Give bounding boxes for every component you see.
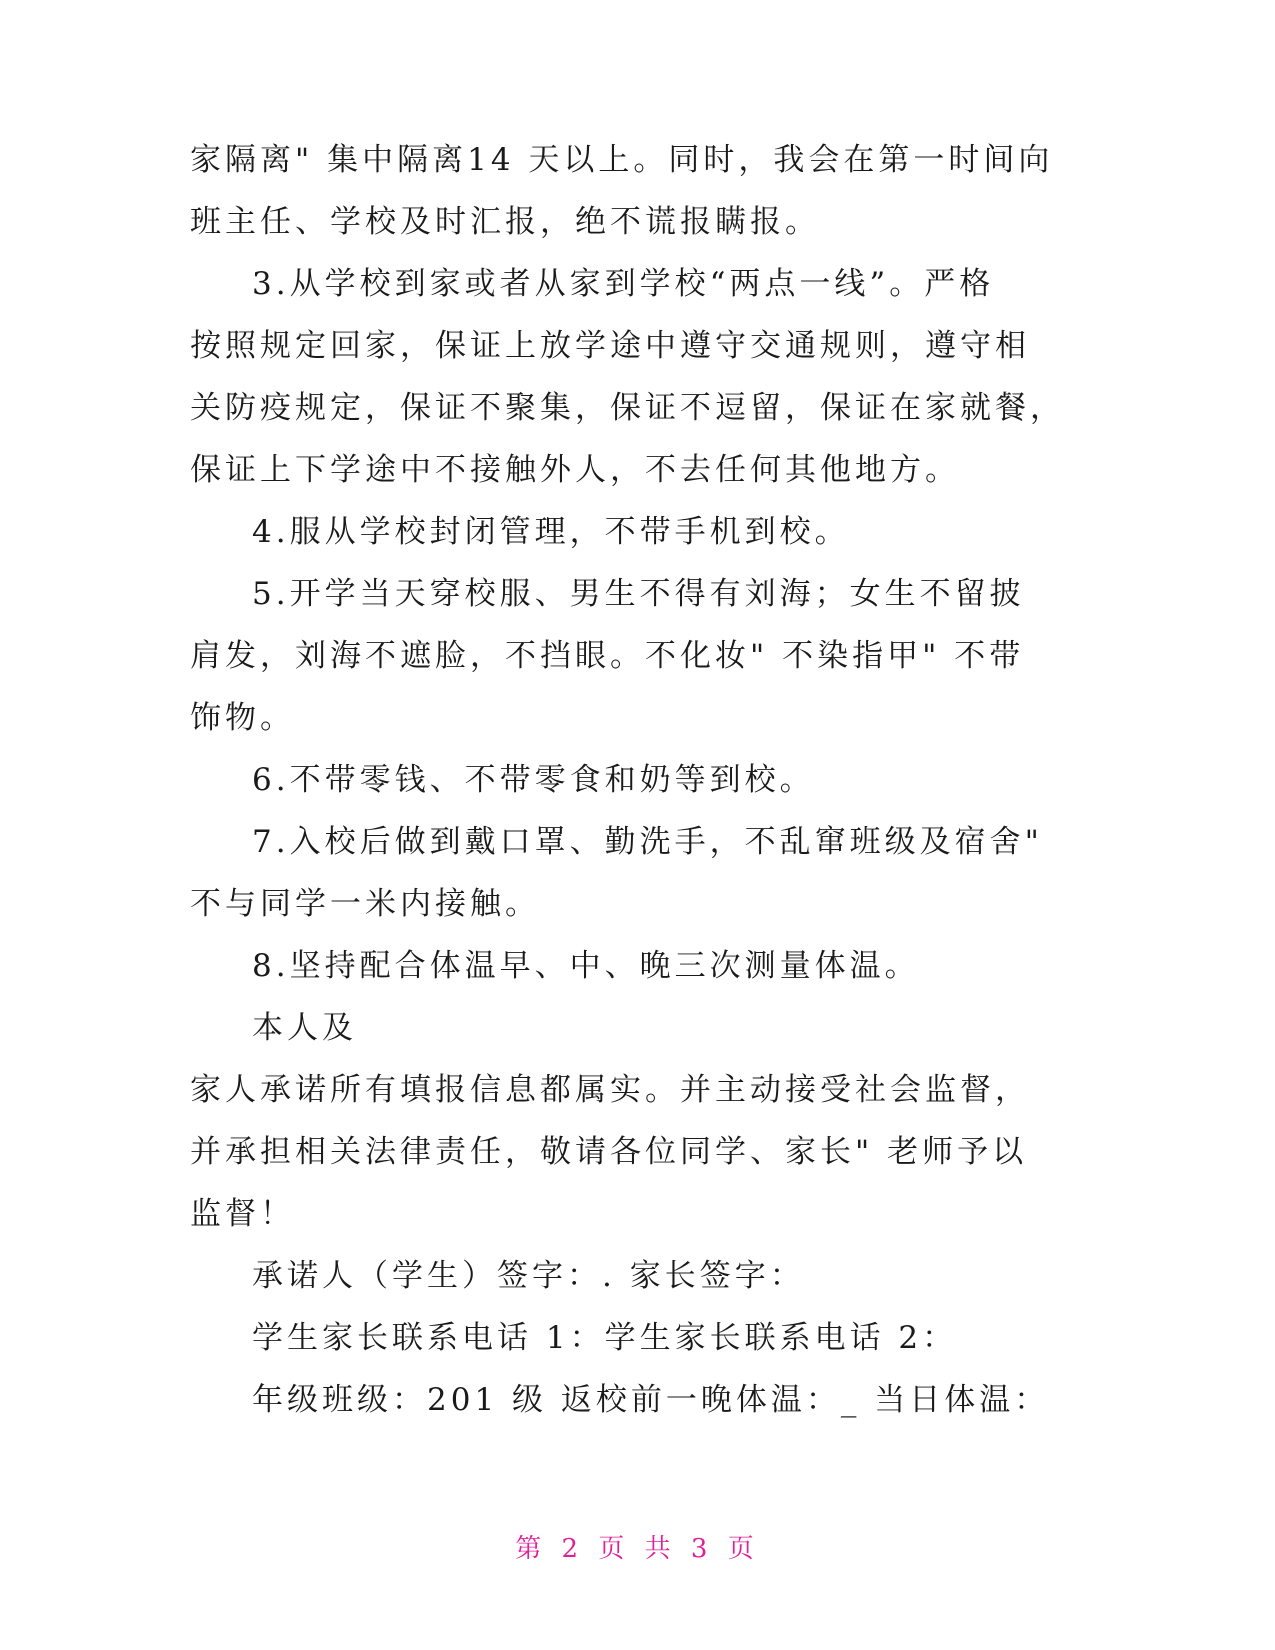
list-item-4: 4.服从学校封闭管理，不带手机到校。 [252,514,850,550]
pledge-text: 监督！ [190,1196,295,1232]
text-line: 不与同学一米内接触。 [190,886,540,922]
text-line: 关防疫规定，保证不聚集，保证不逗留，保证在家就餐， [190,390,1065,426]
list-item-7: 7.入校后做到戴口罩、勤洗手，不乱窜班级及宿舍" [252,824,1043,860]
list-item-8: 8.坚持配合体温早、中、晚三次测量体温。 [252,948,920,984]
text-line: 肩发，刘海不遮脸，不挡眼。不化妆" 不染指甲" 不带 [190,638,1025,674]
signature-line: 承诺人（学生）签字：. 家长签字： [252,1258,805,1294]
page-number: 第 2 页 共 3 页 [515,1534,760,1564]
text-line: 保证上下学途中不接触外人，不去任何其他地方。 [190,452,960,488]
class-temperature-line: 年级班级：201 级 返校前一晚体温：_ 当日体温： [252,1382,1050,1418]
list-item-3: 3.从学校到家或者从家到学校“两点一线”。严格 [252,266,995,302]
text-line: 饰物。 [190,700,295,736]
text-line: 按照规定回家，保证上放学途中遵守交通规则，遵守相 [190,328,1030,364]
pledge-text: 并承担相关法律责任，敬请各位同学、家长" 老师予以 [190,1134,1028,1170]
list-item-6: 6.不带零钱、不带零食和奶等到校。 [252,762,815,798]
list-item-5: 5.开学当天穿校服、男生不得有刘海；女生不留披 [252,576,1025,612]
phone-line: 学生家长联系电话 1：学生家长联系电话 2： [252,1320,958,1356]
pledge-text: 家人承诺所有填报信息都属实。并主动接受社会监督， [190,1072,1030,1108]
pledge-intro: 本人及 [252,1010,357,1046]
text-line: 家隔离" 集中隔离14 天以上。同时，我会在第一时间向 [190,142,1054,178]
text-line: 班主任、学校及时汇报，绝不谎报瞒报。 [190,204,820,240]
